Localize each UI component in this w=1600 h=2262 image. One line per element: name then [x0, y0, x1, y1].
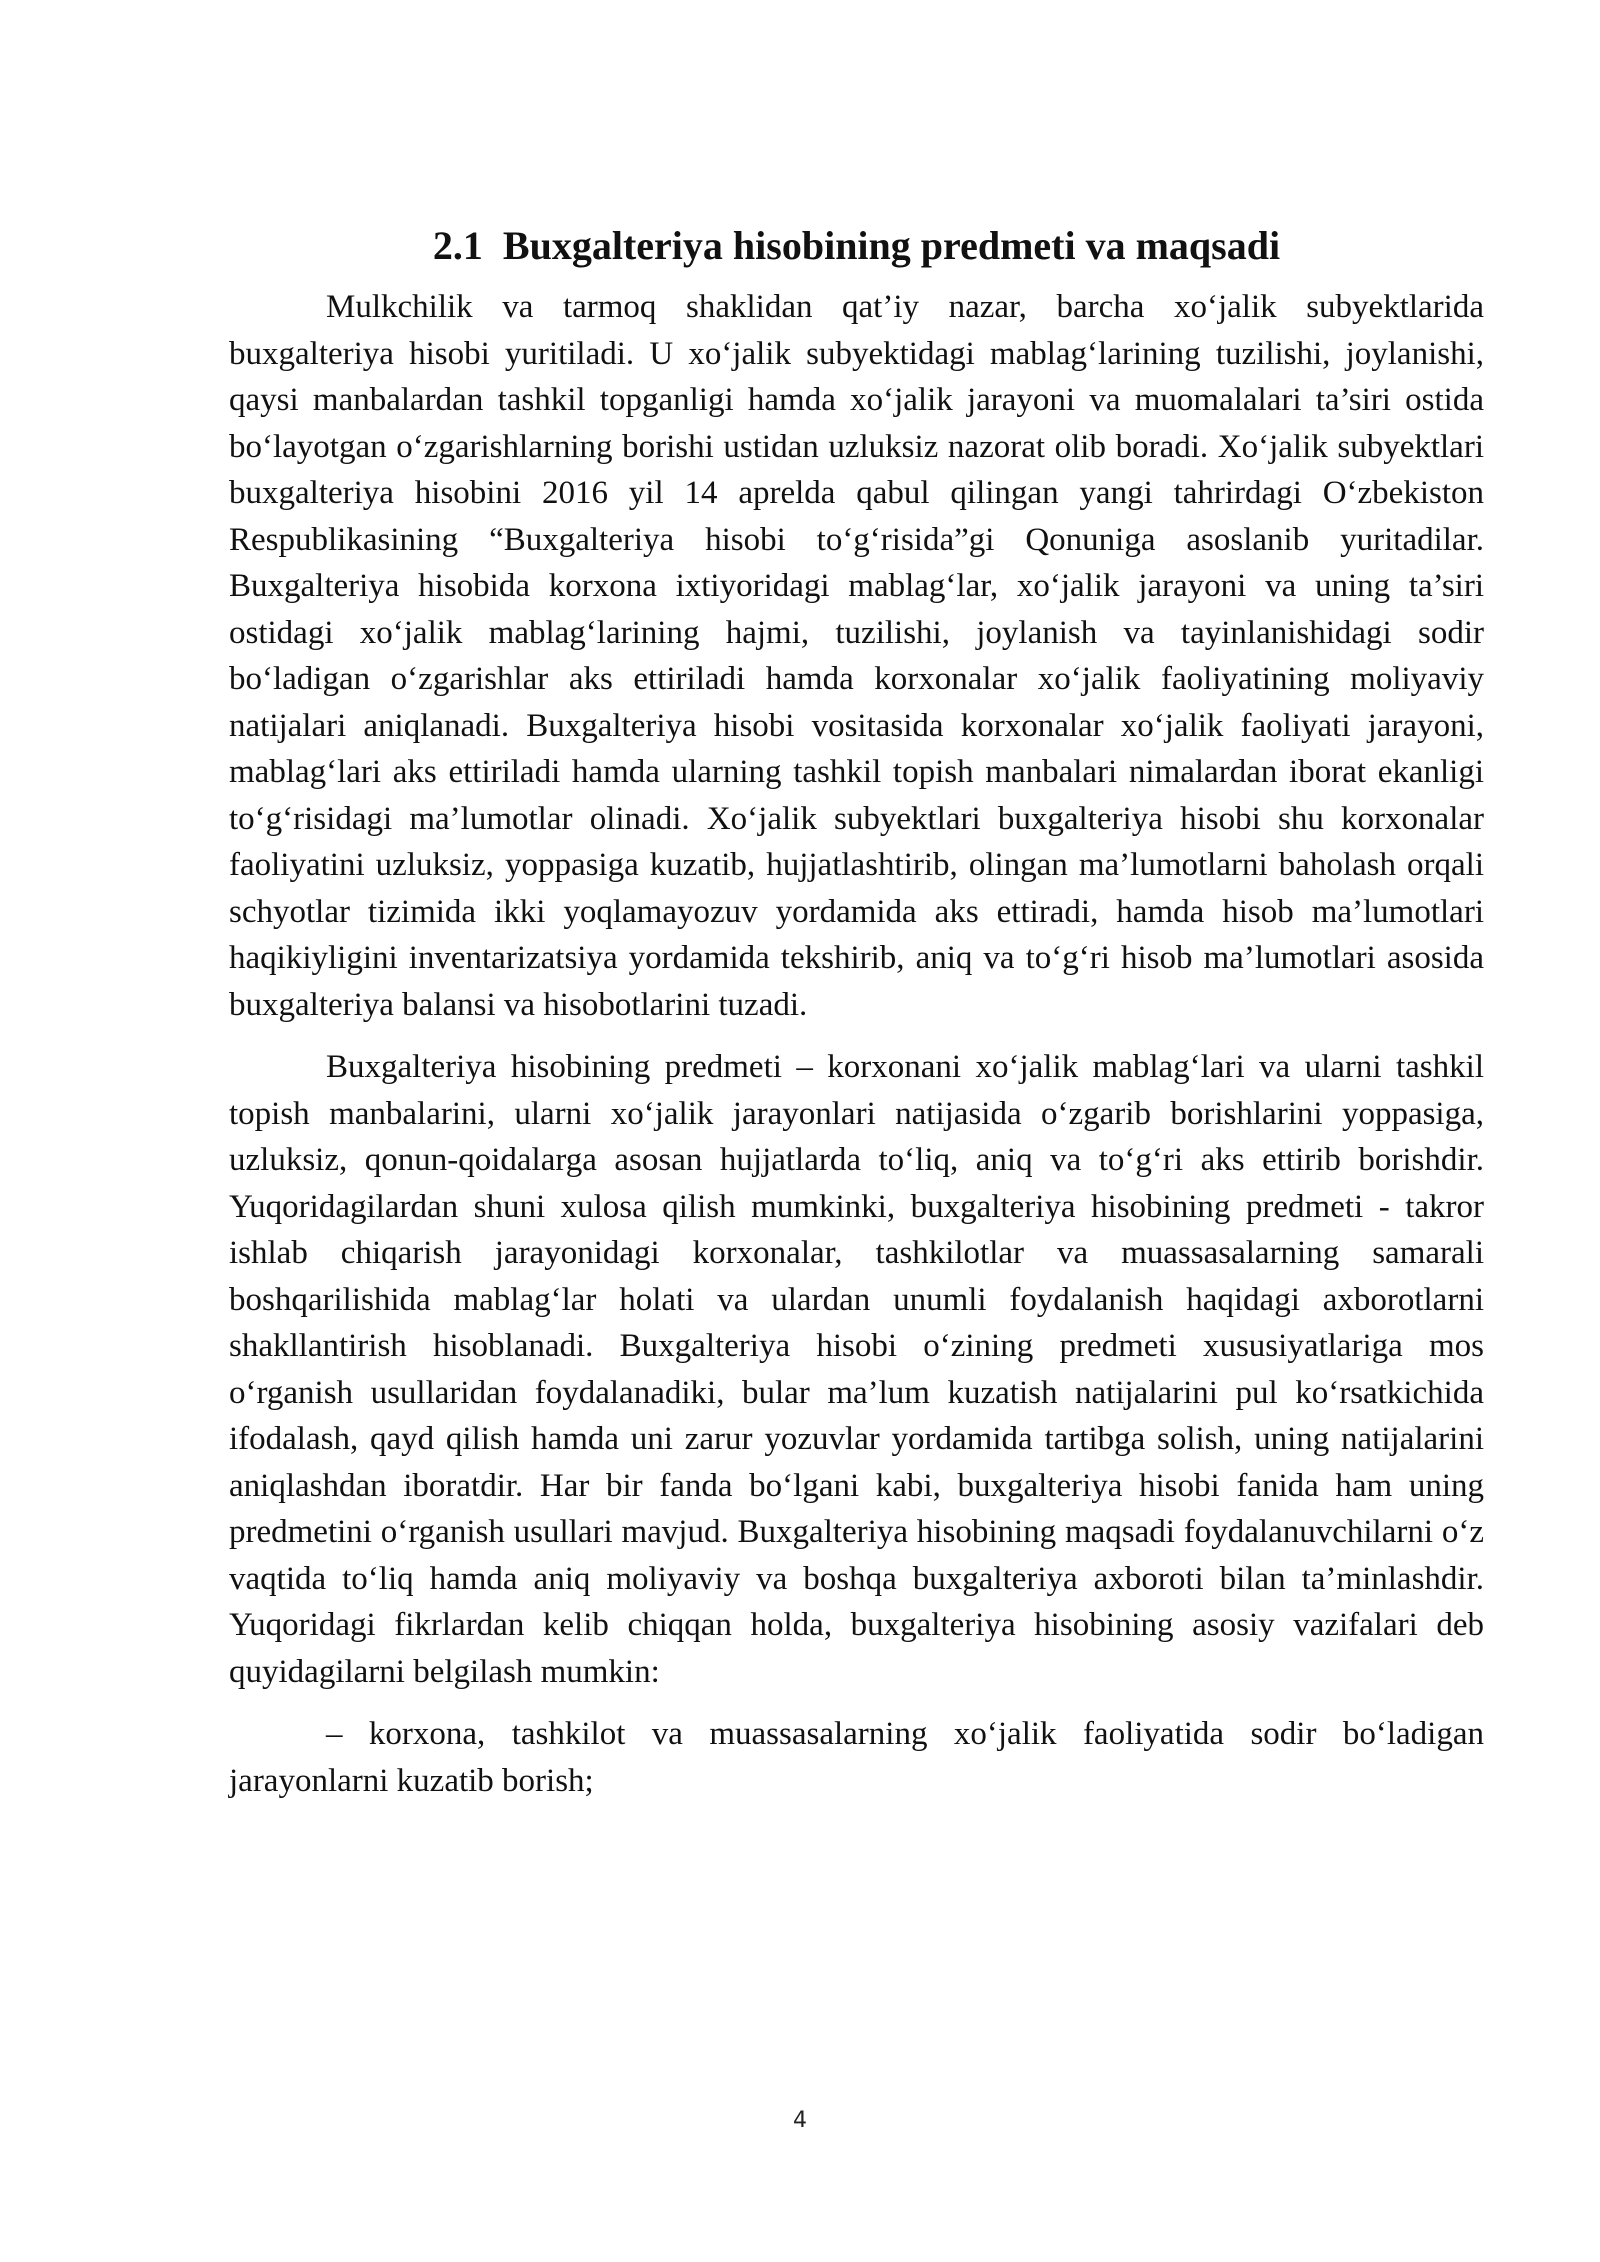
page-number: 4: [793, 2108, 807, 2133]
section-number: 2.1: [432, 223, 483, 268]
body-paragraph-2: Buxgalteriya hisobining predmeti – korxonani xo‘jalik mablag‘lari va ularni tashkil topish manbalarini, ularni xo‘jalik jarayonlari natijasida o‘zgarib borishlarini yoppasiga, uzluksiz, qonun-qoidalarga asosan hujjatlarda to‘liq, aniq va to‘g‘ri aks ettirib borishdir. Yuqoridagilardan shuni xulosa qilish mumkinki, buxgalteriya hisobining predmeti - takror ishlab chiqarish jarayonidagi korxonalar, tashkilotlar va muassasalarning samarali boshqarilishida mablag‘lar holati va ulardan unumli foydalanish haqidagi axborotlarni shakllantirish hisoblanadi. Buxgalteriya hisobi o‘zining predmeti xususiyatlariga mos o‘rganish usullaridan foydalanadiki, bular ma’lum kuzatish natijalarini pul ko‘rsatkichida ifodalash, qayd qilish hamda uni zarur yozuvlar yordamida tartibga solish, uning natijalarini aniqlashdan iboratdir. Har bir fanda bo‘lgani kabi, buxgalteriya hisobi fanida ham uning predmetini o‘rganish usullari mavjud. Buxgalteriya hisobining maqsadi foydalanuvchilarni o‘z vaqtida to‘liq hamda aniq moliyaviy va boshqa buxgalteriya axboroti bilan ta’minlashdir. Yuqoridagi fikrlardan kelib chiqqan holda, buxgalteriya hisobining asosiy vazifalari deb quyidagilarni belgilash mumkin:: [229, 1049, 1484, 1690]
section-title: Buxgalteriya hisobining predmeti va maqsadi: [502, 223, 1281, 268]
page-content: [229, 218, 1484, 1804]
body-paragraph-1: Mulkchilik va tarmoq shaklidan qat’iy nazar, barcha xo‘jalik subyektlarida buxgalteriya hisobi yuritiladi. U xo‘jalik subyektidagi mablag‘larining tuzilishi, joylanishi, qaysi manbalardan tashkil topganligi hamda xo‘jalik jarayoni va muomalalari ta’siri ostida bo‘layotgan o‘zgarishlarning borishi ustidan uzluksiz nazorat olib boradi. Xo‘jalik subyektlari buxgalteriya hisobini 2016 yil 14 aprelda qabul qilingan yangi tahrirdagi O‘zbekiston Respublikasining “Buxgalteriya hisobi to‘g‘risida”gi Qonuniga asoslanib yuritadilar. Buxgalteriya hisobida korxona ixtiyoridagi mablag‘lar, xo‘jalik jarayoni va uning ta’siri ostidagi xo‘jalik mablag‘larining hajmi, tuzilishi, joylanish va tayinlanishidagi sodir bo‘ladigan o‘zgarishlar aks ettiriladi hamda korxonalar xo‘jalik faoliyatining moliyaviy natijalari aniqlanadi. Buxgalteriya hisobi vositasida korxonalar xo‘jalik faoliyati jarayoni, mablag‘lari aks ettiriladi hamda ularning tashkil topish manbalari nimalardan iborat ekanligi to‘g‘risidagi ma’lumotlar olinadi. Xo‘jalik subyektlari buxgalteriya hisobi shu korxonalar faoliyatini uzluksiz, yoppasiga kuzatib, hujjatlashtirib, olingan ma’lumotlarni baholash orqali schyotlar tizimida ikki yoqlamayozuv yordamida aks ettiradi, hamda hisob ma’lumotlari haqikiyligini inventarizatsiya yordamida tekshirib, aniq va to‘g‘ri hisob ma’lumotlari asosida buxgalteriya balansi va hisobotlarini tuzadi.: [229, 289, 1484, 1023]
section-heading: [229, 218, 1484, 274]
list-item-dash: – korxona, tashkilot va muassasalarning xo‘jalik faoliyatida sodir bo‘ladigan jarayonlarni kuzatib borish;: [229, 1716, 1484, 1799]
